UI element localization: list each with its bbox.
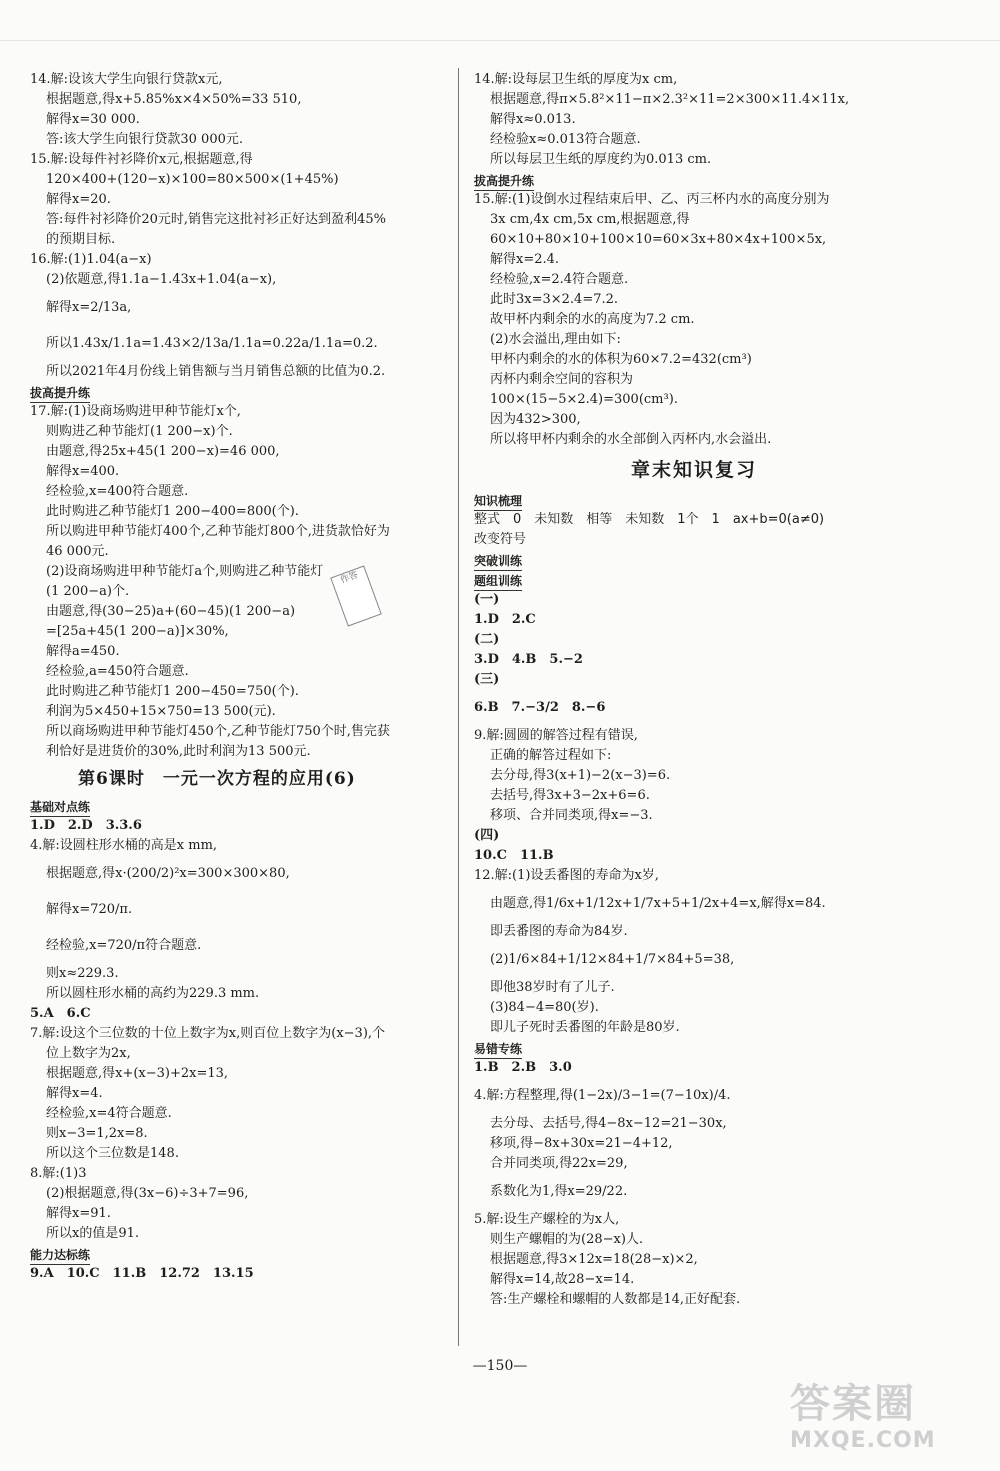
answer-line: 7.解:设这个三位数的十位上数字为x,则百位上数字为(x−3),个 [30,1026,386,1041]
section-heading-row [30,796,470,816]
answer-line: 14.解:设每层卫生纸的厚度为x cm, [474,72,678,87]
answer-line: (2)依题意,得1.1a−1.43x+1.04(a−x), [46,272,277,287]
answer-line: 4.解:方程整理,得(1−2x)/3−1=(7−10x)/4. [474,1088,731,1103]
answer-line: (2)水会溢出,理由如下: [490,332,621,347]
answer-line: 去分母、去括号,得4−8x−12=21−30x, [490,1116,727,1131]
answer-line: 甲杯内剩余的水的体积为60×7.2=432(cm³) [490,352,752,367]
stamp-text: 作答 [339,570,360,586]
answer-line: 解得x=4. [46,1086,103,1101]
answer-line: 1.B 2.B 3.0 [474,1060,572,1075]
answer-line: 此时3x=3×2.4=7.2. [490,292,619,307]
answer-line: 16.解:(1)1.04(a−x) [30,252,152,267]
answer-line: 6.B 7.−3/2 8.−6 [474,700,606,715]
watermark-main: 答案圈 [790,1381,916,1427]
answer-line: 丙杯内剩余空间的容积为 [490,372,634,387]
answer-line: 移项、合并同类项,得x=−3. [490,808,653,823]
section-heading: 突破训练 [474,552,522,571]
answer-line: 根据题意,得x·(200/2)²x=300×300×80, [46,866,290,881]
answer-line: 根据题意,得x+(x−3)+2x=13, [46,1066,229,1081]
answer-line: 根据题意,得3×12x=18(28−x)×2, [490,1252,698,1267]
answer-line: (四) [474,828,500,843]
answer-line: 根据题意,得π×5.8²×11−π×2.3²×11=2×300×11.4×11x, [490,92,850,107]
answer-line: 经检验,a=450符合题意. [46,664,189,679]
answer-line: 则x−3=1,2x=8. [46,1126,148,1141]
answer-line: 解得x=400. [46,464,120,479]
answer-line: =[25a+45(1 200−a)]×30%, [46,624,229,639]
answer-line: 解得x≈0.013. [490,112,576,127]
section-heading: 能力达标练 [30,1246,90,1265]
section-heading: 知识梳理 [474,492,522,511]
answer-line: 解得x=91. [46,1206,111,1221]
answer-line: 12.解:(1)设丢番图的寿命为x岁, [474,868,659,883]
answer-line: 60×10+80×10+100×10=60×3x+80×4x+100×5x, [490,232,827,247]
answer-line: 所以这个三位数是148. [46,1146,179,1161]
answer-line: 利润为5×450+15×750=13 500(元). [46,704,276,719]
answer-line: 解得x=2/13a, [46,300,132,315]
answer-line: 15.解:(1)设倒水过程结束后甲、乙、丙三杯内水的高度分别为 [474,192,830,207]
answer-line: 14.解:设该大学生向银行贷款x元, [30,72,223,87]
answer-line: 因为432>300, [490,412,581,427]
answer-line: (2)1/6×84+1/12×84+1/7×84+5=38, [490,952,735,967]
answer-line: 答:该大学生向银行贷款30 000元. [46,132,243,147]
answer-line: 则x≈229.3. [46,966,119,981]
answer-line: 10.C 11.B [474,848,554,863]
answer-line: 解得x=20. [46,192,111,207]
answer-line: 即丢番图的寿命为84岁. [490,924,628,939]
answer-line: 所以将甲杯内剩余的水全部倒入丙杯内,水会溢出. [490,432,772,447]
answer-line: 所以每层卫生纸的厚度约为0.013 cm. [490,152,712,167]
answer-line: 17.解:(1)设商场购进甲种节能灯x个, [30,404,241,419]
answer-line: 1.D 2.C [474,612,536,627]
chapter-title: 章末知识复习 [630,459,757,481]
watermark-logo [790,1380,990,1460]
answer-line: 利恰好是进货价的30%,此时利润为13 500元. [46,744,311,759]
section-heading: 拔高提升练 [30,384,90,403]
answer-line: 解得x=2.4. [490,252,560,267]
answer-line: 经检验,x=400符合题意. [46,484,189,499]
answer-line: 去括号,得3x+3−2x+6=6. [490,788,650,803]
answer-line: 经检验,x=2.4符合题意. [490,272,629,287]
answer-line: (1 200−a)个. [46,584,130,599]
answer-line: 故甲杯内剩余的水的高度为7.2 cm. [490,312,695,327]
answer-line: 经检验,x=4符合题意. [46,1106,172,1121]
answer-line: 答:生产螺栓和螺帽的人数都是14,正好配套. [490,1292,741,1307]
answer-line: 解得x=30 000. [46,112,140,127]
answer-line: 则购进乙种节能灯(1 200−x)个. [46,424,233,439]
section-heading-row [474,490,914,510]
scan-edge [0,40,1000,41]
answer-line: 位上数字为2x, [46,1046,131,1061]
answer-line: 合并同类项,得22x=29, [490,1156,628,1171]
answer-line: 系数化为1,得x=29/22. [490,1184,628,1199]
section-heading: 拔高提升练 [474,172,534,191]
answer-line: 5.解:设生产螺栓的为x人, [474,1212,620,1227]
answer-line: 1.D 2.D 3.3.6 [30,818,142,833]
answer-line: 9.解:圆圆的解答过程有错误, [474,728,638,743]
answer-line: (一) [474,592,500,607]
section-heading-row [474,550,914,570]
section-heading-row [474,570,914,590]
section-heading: 题组训练 [474,572,522,591]
answer-line: 15.解:设每件衬衫降价x元,根据题意,得 [30,152,253,167]
answer-line: 的预期目标. [46,232,116,247]
answer-line: (3)84−4=80(岁). [490,1000,599,1015]
lesson-title: 第6课时 一元一次方程的应用(6) [78,769,356,789]
watermark-sub: MXQE.COM [790,1428,936,1453]
section-heading-row [474,170,914,190]
page-number: —150— [472,1358,528,1374]
section-heading-row [30,382,470,402]
answer-line: 解得x=14,故28−x=14. [490,1272,635,1287]
answer-line: 所以商场购进甲种节能灯450个,乙种节能灯750个时,售完获 [46,724,390,739]
answer-line: 则生产螺帽的为(28−x)人. [490,1232,644,1247]
answer-line: 此时购进乙种节能灯1 200−450=750(个). [46,684,299,699]
answer-line: 所以1.43x/1.1a=1.43×2/13a/1.1a=0.22a/1.1a=0.2. [46,336,378,351]
answer-line: 120×400+(120−x)×100=80×500×(1+45%) [46,172,339,187]
answer-line: (2)根据题意,得(3x−6)÷3+7=96, [46,1186,249,1201]
answer-line: 由题意,得1/6x+1/12x+1/7x+5+1/2x+4=x,解得x=84. [490,896,826,911]
answer-line: 解得x=720/π. [46,902,133,917]
answer-line: 5.A 6.C [30,1006,91,1021]
section-heading-row [30,1244,470,1264]
answer-line: 所以2021年4月份线上销售额与当月销售总额的比值为0.2. [46,364,386,379]
answer-line: 3x cm,4x cm,5x cm,根据题意,得 [490,212,690,227]
answer-line: (二) [474,632,500,647]
column-divider [458,68,459,1346]
answer-line: 46 000元. [46,544,109,559]
answer-line: 3.D 4.B 5.−2 [474,652,583,667]
answer-line: (2)设商场购进甲种节能灯a个,则购进乙种节能灯 [46,564,324,579]
answer-line: 由题意,得(30−25)a+(60−45)(1 200−a) [46,604,296,619]
left-column [30,70,470,1284]
answer-line: 经检验x≈0.013符合题意. [490,132,641,147]
answer-line: 去分母,得3(x+1)−2(x−3)=6. [490,768,671,783]
section-heading: 易错专练 [474,1040,522,1059]
answer-line: 所以购进甲种节能灯400个,乙种节能灯800个,进货款恰好为 [46,524,390,539]
section-heading-row [474,1038,914,1058]
answer-line: 即他38岁时有了儿子. [490,980,615,995]
right-column [474,70,914,1310]
answer-line: 4.解:设圆柱形水桶的高是x mm, [30,838,218,853]
answer-line: 经检验,x=720/π符合题意. [46,938,202,953]
answer-line: 8.解:(1)3 [30,1166,87,1181]
answer-line: 移项,得−8x+30x=21−4+12, [490,1136,673,1151]
answer-line: 此时购进乙种节能灯1 200−400=800(个). [46,504,299,519]
answer-line: 改变符号 [474,532,527,547]
answer-line: 所以圆柱形水桶的高约为229.3 mm. [46,986,260,1001]
section-heading: 基础对点练 [30,798,90,817]
answer-line: 100×(15−5×2.4)=300(cm³). [490,392,678,407]
answer-line: 解得a=450. [46,644,120,659]
answer-line: 根据题意,得x+5.85%x×4×50%=33 510, [46,92,302,107]
answer-line: 答:每件衬衫降价20元时,销售完这批衬衫正好达到盈利45% [46,212,386,227]
answer-line: 即儿子死时丢番图的年龄是80岁. [490,1020,680,1035]
answer-line: 正确的解答过程如下: [490,748,612,763]
answer-line: 9.A 10.C 11.B 12.72 13.15 [30,1266,254,1281]
answer-line: (三) [474,672,500,687]
answer-line: 所以x的值是91. [46,1226,140,1241]
answer-line: 由题意,得25x+45(1 200−x)=46 000, [46,444,280,459]
answer-line: 整式 0 未知数 相等 未知数 1个 1 ax+b=0(a≠0) [474,512,825,527]
